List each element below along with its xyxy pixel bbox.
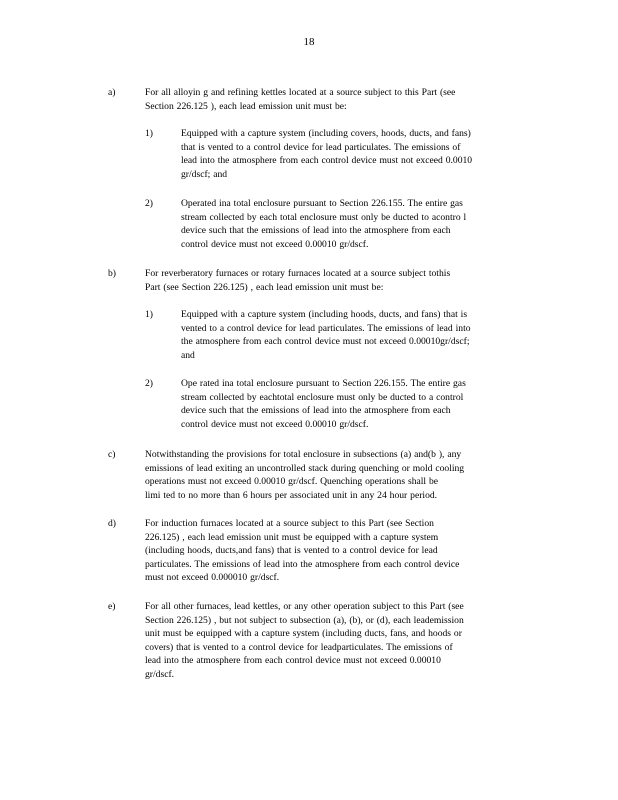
paragraph-label: c) [108,449,116,460]
text-line: Equipped with a capture system (including hoods, ducts, and fans) that is [181,309,468,320]
subparagraph-label: 2) [145,198,153,209]
paragraph-text [145,86,537,113]
text-line: (including hoods, ducts,and fans) that is vented to a control device for lead [145,545,438,557]
text-line: Notwithstanding the provisions for total enclosure in subsections (a) and(b ), any [145,449,462,460]
subparagraph-text [181,127,537,181]
text-line: Equipped with a capture system (including covers, hoods, ducts, and fans) [181,128,471,139]
text-line: device such that the emissions of lead into the atmosphere from each [181,225,451,237]
subparagraph-label: 1) [145,128,153,139]
text-line: control device must not exceed 0.00010 gr/dscf. [181,418,369,430]
text-line: operations must not exceed 0.00010 gr/dscf. Quenching operations shall be [145,476,439,488]
text-line: For all alloyin g and refining kettles located at a source subject to this Part (see [145,87,456,98]
text-line: unit must be equipped with a capture system (including ducts, fans, and hoods or [145,628,462,640]
text-line: that is vented to a control device for lead particulates. The emissions of [181,141,461,153]
text-line: and [181,349,195,361]
subparagraph-text [181,377,537,431]
text-line: particulates. The emissions of lead into the atmosphere from each control device [145,558,460,570]
text-line: For all other furnaces, lead kettles, or any other operation subject to this Part (see [145,601,464,612]
paragraph-label: d) [108,518,116,529]
text-line: the atmosphere from each control device must not exceed 0.00010gr/dscf; [181,336,470,348]
subparagraph-label: 1) [145,309,153,320]
text-line: limi ted to no more than 6 hours per associated unit in any 24 hour period. [145,489,438,501]
text-line: Section 226.125 ), each lead emission unit must be: [145,100,347,112]
paragraph-text [145,600,537,682]
paragraph-label: e) [108,601,116,612]
text-line: covers) that is vented to a control device for leadparticulates. The emissions of [145,641,453,653]
text-line: stream collected by each total enclosure must only be ducted to acontro l [181,211,467,223]
paragraph-label: a) [108,87,116,98]
text-line: Section 226.125) , but not subject to subsection (a), (b), or (d), each leademission [145,614,464,626]
text-line: gr/dscf. [145,668,175,680]
subparagraph-text [181,197,537,251]
text-line: lead into the atmosphere from each control device must not exceed 0.00010 [145,655,441,667]
text-line: vented to a control device for lead particulates. The emissions of lead into [181,322,471,334]
paragraph-text [145,267,537,294]
text-line: stream collected by eachtotal enclosure must only be ducted to a control [181,391,464,403]
text-line: For reverberatory furnaces or rotary furnaces located at a source subject tothis [145,268,451,279]
page-number: 18 [303,36,315,48]
text-line: Ope rated ina total enclosure pursuant to Section 226.155. The entire gas [181,378,466,389]
paragraph-text [145,448,537,502]
text-line: Operated ina total enclosure pursuant to Section 226.155. The entire gas [181,198,463,209]
subparagraph-text [181,308,537,362]
text-line: must not exceed 0.000010 gr/dscf. [145,572,280,584]
text-line: gr/dscf; and [181,168,228,180]
text-line: emissions of lead exiting an uncontrolled stack during quenching or mold cooling [145,462,465,474]
text-line: control device must not exceed 0.00010 gr/dscf. [181,238,369,250]
text-line: device such that the emissions of lead into the atmosphere from each [181,405,451,417]
text-line: Part (see Section 226.125) , each lead emission unit must be: [145,281,384,293]
text-line: lead into the atmosphere from each control device must not exceed 0.0010 [181,155,473,167]
paragraph-text [145,517,537,585]
text-line: For induction furnaces located at a source subject to this Part (see Section [145,518,434,529]
paragraph-label: b) [108,268,116,279]
subparagraph-label: 2) [145,378,153,389]
text-line: 226.125) , each lead emission unit must be equipped with a capture system [145,531,439,543]
